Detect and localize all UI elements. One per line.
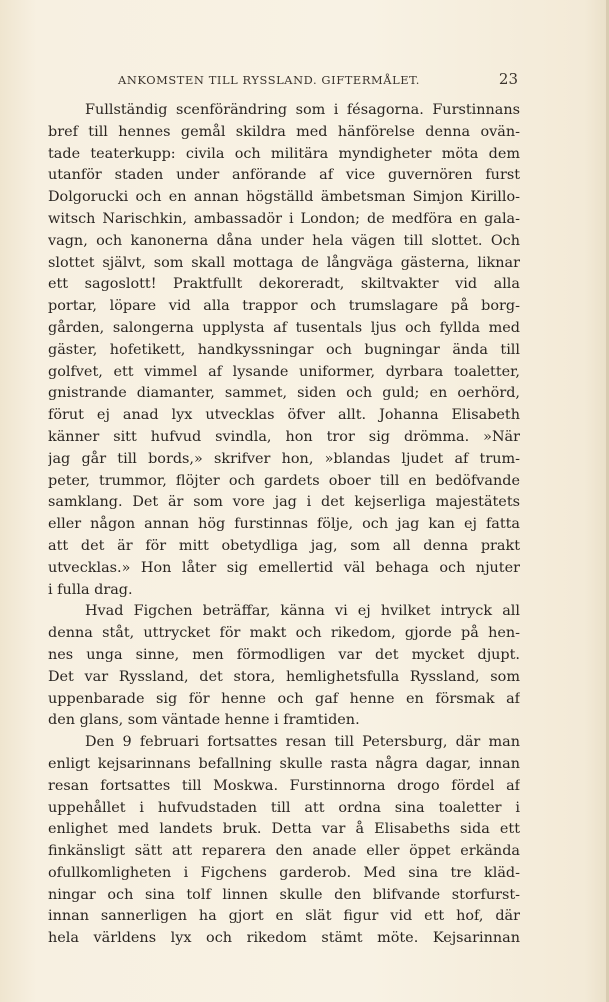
text-line: ningar och sina tolf linnen skulle den blifvande storfurst- xyxy=(48,886,520,903)
text-line: den glans, som väntade henne i framtiden. xyxy=(48,712,360,729)
text-line: bref till hennes gemål skildra med hänförelse denna ovän- xyxy=(48,123,520,140)
text-line: ett sagoslott! Praktfullt dekoreradt, skiltvakter vid alla xyxy=(48,276,520,293)
text-line: känner sitt hufvud svindla, hon tror sig drömma. »När xyxy=(48,428,520,445)
text-line: tade teaterkupp: civila och militära myndigheter möta dem xyxy=(48,145,520,162)
text-line: innan sannerligen ha gjort en slät figur vid ett hof, där xyxy=(48,908,520,925)
text-line: gnistrande diamanter, sammet, siden och guld; en oerhörd, xyxy=(48,385,520,402)
text-line: peter, trummor, flöjter och gardets oboer till en bedöfvande xyxy=(48,472,520,489)
text-line: portar, löpare vid alla trappor och trumslagare på borg- xyxy=(48,298,520,315)
text-line: witsch Narischkin, ambassadör i London; de medföra en gala- xyxy=(48,210,520,227)
body-text xyxy=(48,100,520,950)
text-line: denna ståt, uttrycket för makt och rikedom, gjorde på hen- xyxy=(48,625,520,642)
text-line: enlighet med landets bruk. Detta var å Elisabeths sida ett xyxy=(48,821,520,838)
text-line: vagn, och kanonerna dåna under hela vägen till slottet. Och xyxy=(48,232,520,249)
text-line: gäster, hofetikett, handkyssningar och bugningar ända till xyxy=(48,341,520,358)
text-line: finkänsligt sätt att reparera den anade eller öppet erkända xyxy=(48,843,520,860)
text-line: Dolgorucki och en annan högställd ämbetsman Simjon Kirillo- xyxy=(48,189,520,206)
page-number: 23 xyxy=(498,70,518,88)
text-line: hela världens lyx och rikedom stämt möte. Kejsarinnan xyxy=(48,930,520,947)
text-line: slottet självt, som skall mottaga de långväga gästerna, liknar xyxy=(48,254,520,271)
text-line: golfvet, ett vimmel af lysande uniformer, dyrbara toaletter, xyxy=(48,363,520,380)
text-line: Fullständig scenförändring som i fésagorna. Furstinnans xyxy=(85,102,520,118)
text-line: enligt kejsarinnans befallning skulle rasta några dagar, innan xyxy=(48,755,520,772)
text-line: ofullkomligheten i Figchens garderob. Med sina tre kläd- xyxy=(48,864,520,881)
text-line: utanför staden under anförande af vice guvernören furst xyxy=(48,167,520,184)
text-line: Den 9 februari fortsattes resan till Petersburg, där man xyxy=(85,734,520,751)
text-line: uppenbarade sig för henne och gaf henne en försmak af xyxy=(48,690,520,707)
running-title: ANKOMSTEN TILL RYSSLAND. GIFTERMÅLET. xyxy=(118,73,420,87)
text-line: Hvad Figchen beträffar, känna vi ej hvilket intryck all xyxy=(85,603,520,620)
text-line: utvecklas.» Hon låter sig emellertid väl behaga och njuter xyxy=(48,559,520,576)
text-line: i fulla drag. xyxy=(48,581,133,598)
text-line: samklang. Det är som vore jag i det kejserliga majestätets xyxy=(48,494,520,511)
text-line: jag går till bords,» skrifver hon, »blandas ljudet af trum- xyxy=(48,450,520,467)
text-line: gården, salongerna upplysta af tusentals ljus och fyllda med xyxy=(48,319,520,336)
text-line: att det är för mitt obetydliga jag, som all denna prakt xyxy=(48,537,520,554)
text-line: resan fortsattes till Moskwa. Furstinnorna drogo fördel af xyxy=(48,777,520,794)
text-line: förut ej anad lyx utvecklas öfver allt. Johanna Elisabeth xyxy=(48,407,520,424)
text-line: uppehållet i hufvudstaden till att ordna sina toaletter i xyxy=(48,799,520,816)
text-line: eller någon annan hög furstinnas följe, och jag kan ej fatta xyxy=(48,516,520,533)
text-line: Det var Ryssland, det stora, hemlighetsfulla Ryssland, som xyxy=(48,668,520,685)
text-line: nes unga sinne, men förmodligen var det mycket djupt. xyxy=(48,646,520,663)
page-header xyxy=(118,70,518,90)
